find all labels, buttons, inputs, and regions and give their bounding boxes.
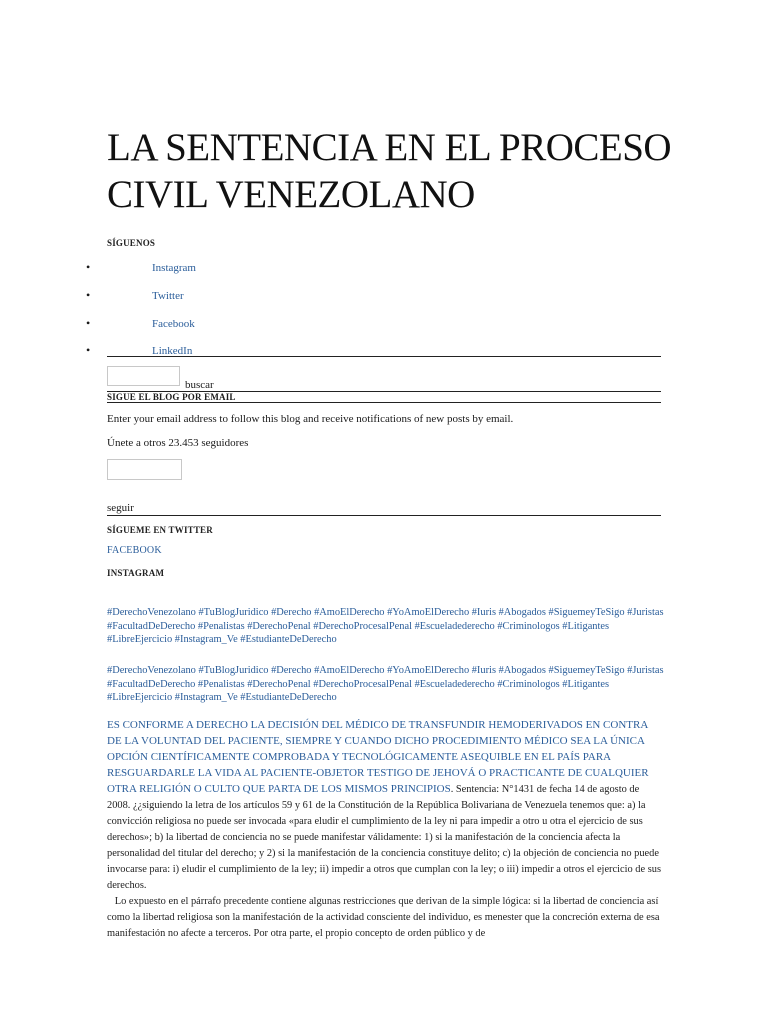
divider	[107, 402, 661, 403]
divider	[107, 515, 661, 516]
list-item	[0, 288, 660, 308]
hashtag-block[interactable]: #DerechoVenezolano #TuBlogJuridico #Derecho #AmoElDerecho #YoAmoElDerecho #Iuris #Abogados #SiguemeyTeSigo #Juristas #FacultadDeDerecho #Penalistas #DerechoPenal #DerechoProcesalPenal #Escueladederecho #Criminologos #Litigantes #LibreEjercicio #Instagram_Ve #EstudianteDeDerecho	[107, 665, 664, 703]
article-excerpt	[107, 718, 663, 942]
divider	[107, 356, 661, 357]
facebook-link[interactable]: Facebook	[152, 318, 195, 330]
follow-email-heading: SIGUE EL BLOG POR EMAIL	[107, 392, 236, 402]
bullet-icon: •	[86, 343, 91, 357]
article-lead-link[interactable]: ES CONFORME A DERECHO LA DECISIÓN DEL MÉDICO DE TRANSFUNDIR HEMODERIVADOS EN CONTRA DE LA VOLUNTAD DEL PACIENTE, SIEMPRE Y CUANDO DICHO PROCEDIMIENTO MÉDICO SEA LA ÚNICA OPCIÓN CIENTÍFICAMENTE COMPROBADA Y TECNOLÓGICAMENTE ASEQUIBLE EN EL PAÍS PARA RESGUARDARLE LA VIDA AL PACIENTE-OBJETOR TESTIGO DE JEHOVÁ O PRACTICANTE DE CUALQUIER OTRA RELIGIÓN O CULTO QUE PARTA DE LOS MISMOS PRINCIPIOS	[107, 719, 649, 795]
siguenos-heading: SÍGUENOS	[107, 238, 156, 248]
article-body: . Sentencia: N°1431 de fecha 14 de agosto de 2008. ¿¿siguiendo la letra de los artículos 59 y 61 de la Constitución de la República Bolivariana de Venezuela tenemos que: a) la convicción religiosa no puede ser invocada «para eludir el cumplimiento de la ley ni para impedir a otro u otra el ejercicio de sus derechos»; b) la libertad de conciencia no se puede manifestar válidamente: 1) si la manifestación de la conciencia afecta la personalidad del titular del derecho; y 2) si la manifestación de la conciencia constituye delito; c) la objeción de conciencia no puede invocarse para: i) eludir el cumplimiento de la ley; ii) impedir a otros que cumplan con la ley; o iii) impedir a otros el ejercicio de sus derechos.	[107, 784, 661, 891]
follow-button[interactable]: seguir	[107, 502, 134, 514]
instagram-heading: INSTAGRAM	[107, 568, 165, 578]
search-input[interactable]	[107, 366, 180, 386]
hashtag-block[interactable]: #DerechoVenezolano #TuBlogJuridico #Derecho #AmoElDerecho #YoAmoElDerecho #Iuris #Abogados #SiguemeyTeSigo #Juristas #FacultadDeDerecho #Penalistas #DerechoPenal #DerechoProcesalPenal #Escueladederecho #Criminologos #Litigantes #LibreEjercicio #Instagram_Ve #EstudianteDeDerecho	[107, 607, 664, 645]
follower-count: Únete a otros 23.453 seguidores	[107, 437, 249, 449]
bullet-icon: •	[86, 316, 91, 330]
article-body-continued: Lo expuesto en el párrafo precedente contiene algunas restricciones que derivan de la simple lógica: si la libertad de conciencia así como la libertad religiosa son la manifestación de la actividad consciente del individuo, es menester que la concreción externa de esa manifestación no afecte a terceros. Por otra parte, el propio concepto de orden público y de	[107, 896, 660, 939]
email-field[interactable]	[107, 459, 182, 480]
linkedin-link[interactable]: LinkedIn	[152, 345, 193, 357]
bullet-icon: •	[86, 260, 91, 274]
list-item	[0, 316, 660, 336]
list-item	[0, 260, 660, 280]
instagram-link[interactable]: Instagram	[152, 262, 196, 274]
twitter-link[interactable]: Twitter	[152, 290, 184, 302]
list-item	[0, 343, 660, 363]
bullet-icon: •	[86, 288, 91, 302]
search-button[interactable]: buscar	[185, 379, 214, 391]
facebook-widget-link[interactable]: FACEBOOK	[107, 545, 162, 556]
follow-email-description: Enter your email address to follow this blog and receive notifications of new posts by email.	[107, 413, 514, 425]
twitter-heading: SÍGUEME EN TWITTER	[107, 525, 213, 535]
page-title: LA SENTENCIA EN EL PROCESO CIVIL VENEZOLANO	[107, 126, 672, 216]
